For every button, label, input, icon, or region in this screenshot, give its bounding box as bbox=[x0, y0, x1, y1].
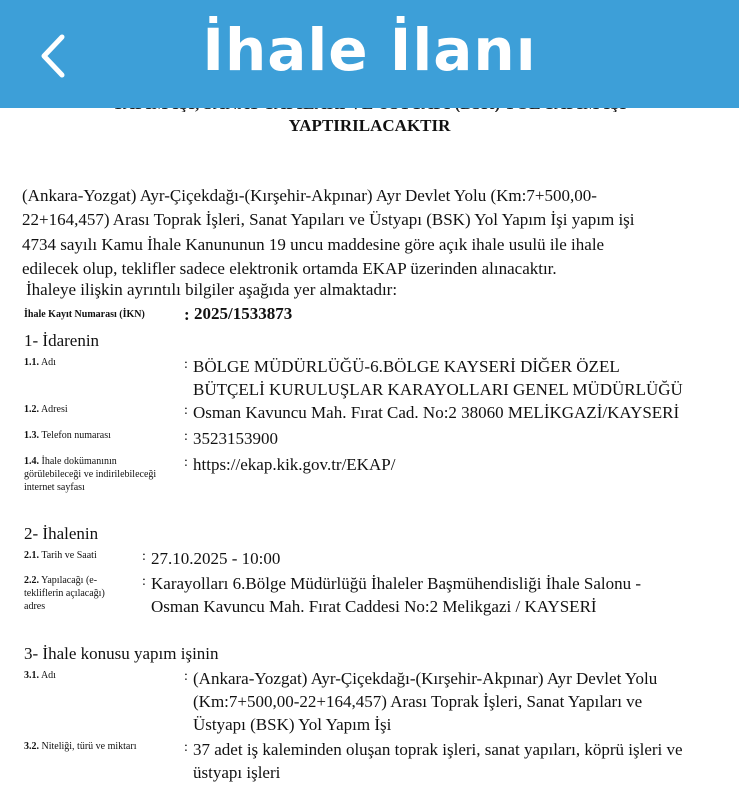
app-header-bar bbox=[0, 0, 739, 108]
section-title-work-subject: 3- İhale konusu yapım işinin bbox=[24, 644, 219, 663]
item-value-venue-address: Karayolları 6.Bölge Müdürlüğü İhaleler Başmühendisliği İhale Salonu - Osman Kavuncu Mah. Fırat Caddesi No:2 Melikgazi / KAYSERİ bbox=[151, 574, 642, 616]
item-separator: : bbox=[184, 740, 188, 755]
item-separator: : bbox=[184, 669, 188, 684]
section-title-administration: 1- İdarenin bbox=[24, 331, 100, 350]
ikn-separator: : bbox=[184, 305, 190, 324]
intro-line: 4734 sayılı Kamu İhale Kanununun 19 uncu maddesine göre açık ihale usulü ile ihale bbox=[22, 234, 605, 254]
item-value-admin-address: Osman Kavuncu Mah. Fırat Cad. No:2 38060 MELİKGAZİ/KAYSERİ bbox=[193, 403, 680, 422]
item-label-3-2: 3.2. Niteliği, türü ve miktarı bbox=[24, 741, 137, 752]
item-separator: : bbox=[184, 455, 188, 470]
item-value-work-name: (Ankara-Yozgat) Ayr-Çiçekdağı-(Kırşehir-Akpınar) Ayr Devlet Yolu (Km:7+500,00-22+164,457) Arası Toprak İşleri, Sanat Yapıları ve Üstyapı (BSK) Yol Yapım İşi bbox=[193, 669, 658, 734]
item-label-2-2: 2.2. Yapılacağı (e- tekliflerin açılacağı) adres bbox=[24, 575, 105, 612]
item-label-3-1: 3.1. Adı bbox=[24, 670, 56, 681]
item-separator: : bbox=[184, 357, 188, 372]
item-value-work-quantity: 37 adet iş kaleminden oluşan toprak işleri, sanat yapıları, köprü işleri ve üstyapı işleri bbox=[193, 740, 683, 782]
item-label-1-4: 1.4. İhale dokümanının görülebileceği ve indirilebileceği internet sayfası bbox=[24, 456, 157, 493]
item-value-admin-name: BÖLGE MÜDÜRLÜĞÜ-6.BÖLGE KAYSERİ DİĞER ÖZEL BÜTÇELİ KURULUŞLAR KARAYOLLARI GENEL MÜDÜRLÜĞÜ bbox=[193, 357, 683, 399]
section-title-tender: 2- İhalenin bbox=[24, 524, 99, 543]
ikn-value: 2025/1533873 bbox=[194, 304, 293, 323]
item-label-1-1: 1.1. Adı bbox=[24, 357, 56, 368]
intro-paragraph bbox=[22, 184, 722, 281]
page-title: İhale İlanı bbox=[202, 16, 537, 84]
intro-line: (Ankara-Yozgat) Ayr-Çiçekdağı-(Kırşehir-Akpınar) Ayr Devlet Yolu (Km:7+500,00- bbox=[22, 186, 597, 205]
item-value-date-time: 27.10.2025 - 10:00 bbox=[151, 549, 281, 568]
item-separator: : bbox=[184, 403, 188, 418]
item-value-admin-phone: 3523153900 bbox=[193, 429, 278, 448]
item-separator: : bbox=[184, 429, 188, 444]
item-label-1-3: 1.3. Telefon numarası bbox=[24, 430, 111, 441]
item-label-1-2: 1.2. Adresi bbox=[24, 404, 68, 415]
intro-line: edilecek olup, teklifler sadece elektronik ortamda EKAP üzerinden alınacaktır. bbox=[22, 258, 557, 278]
item-value-document-url[interactable]: https://ekap.kik.gov.tr/EKAP/ bbox=[193, 455, 396, 474]
item-label-2-1: 2.1. Tarih ve Saati bbox=[24, 550, 97, 561]
item-separator: : bbox=[142, 574, 146, 589]
ikn-label: İhale Kayıt Numarası (İKN) bbox=[24, 309, 145, 320]
document-heading: YAPTIRILACAKTIR bbox=[288, 116, 451, 135]
intro-details-line: İhaleye ilişkin ayrıntılı bilgiler aşağıda yer almaktadır: bbox=[26, 280, 398, 299]
item-separator: : bbox=[142, 549, 146, 564]
intro-line: 22+164,457) Arası Toprak İşleri, Sanat Yapıları ve Üstyapı (BSK) Yol Yapım İşi yapım işi bbox=[22, 210, 635, 230]
